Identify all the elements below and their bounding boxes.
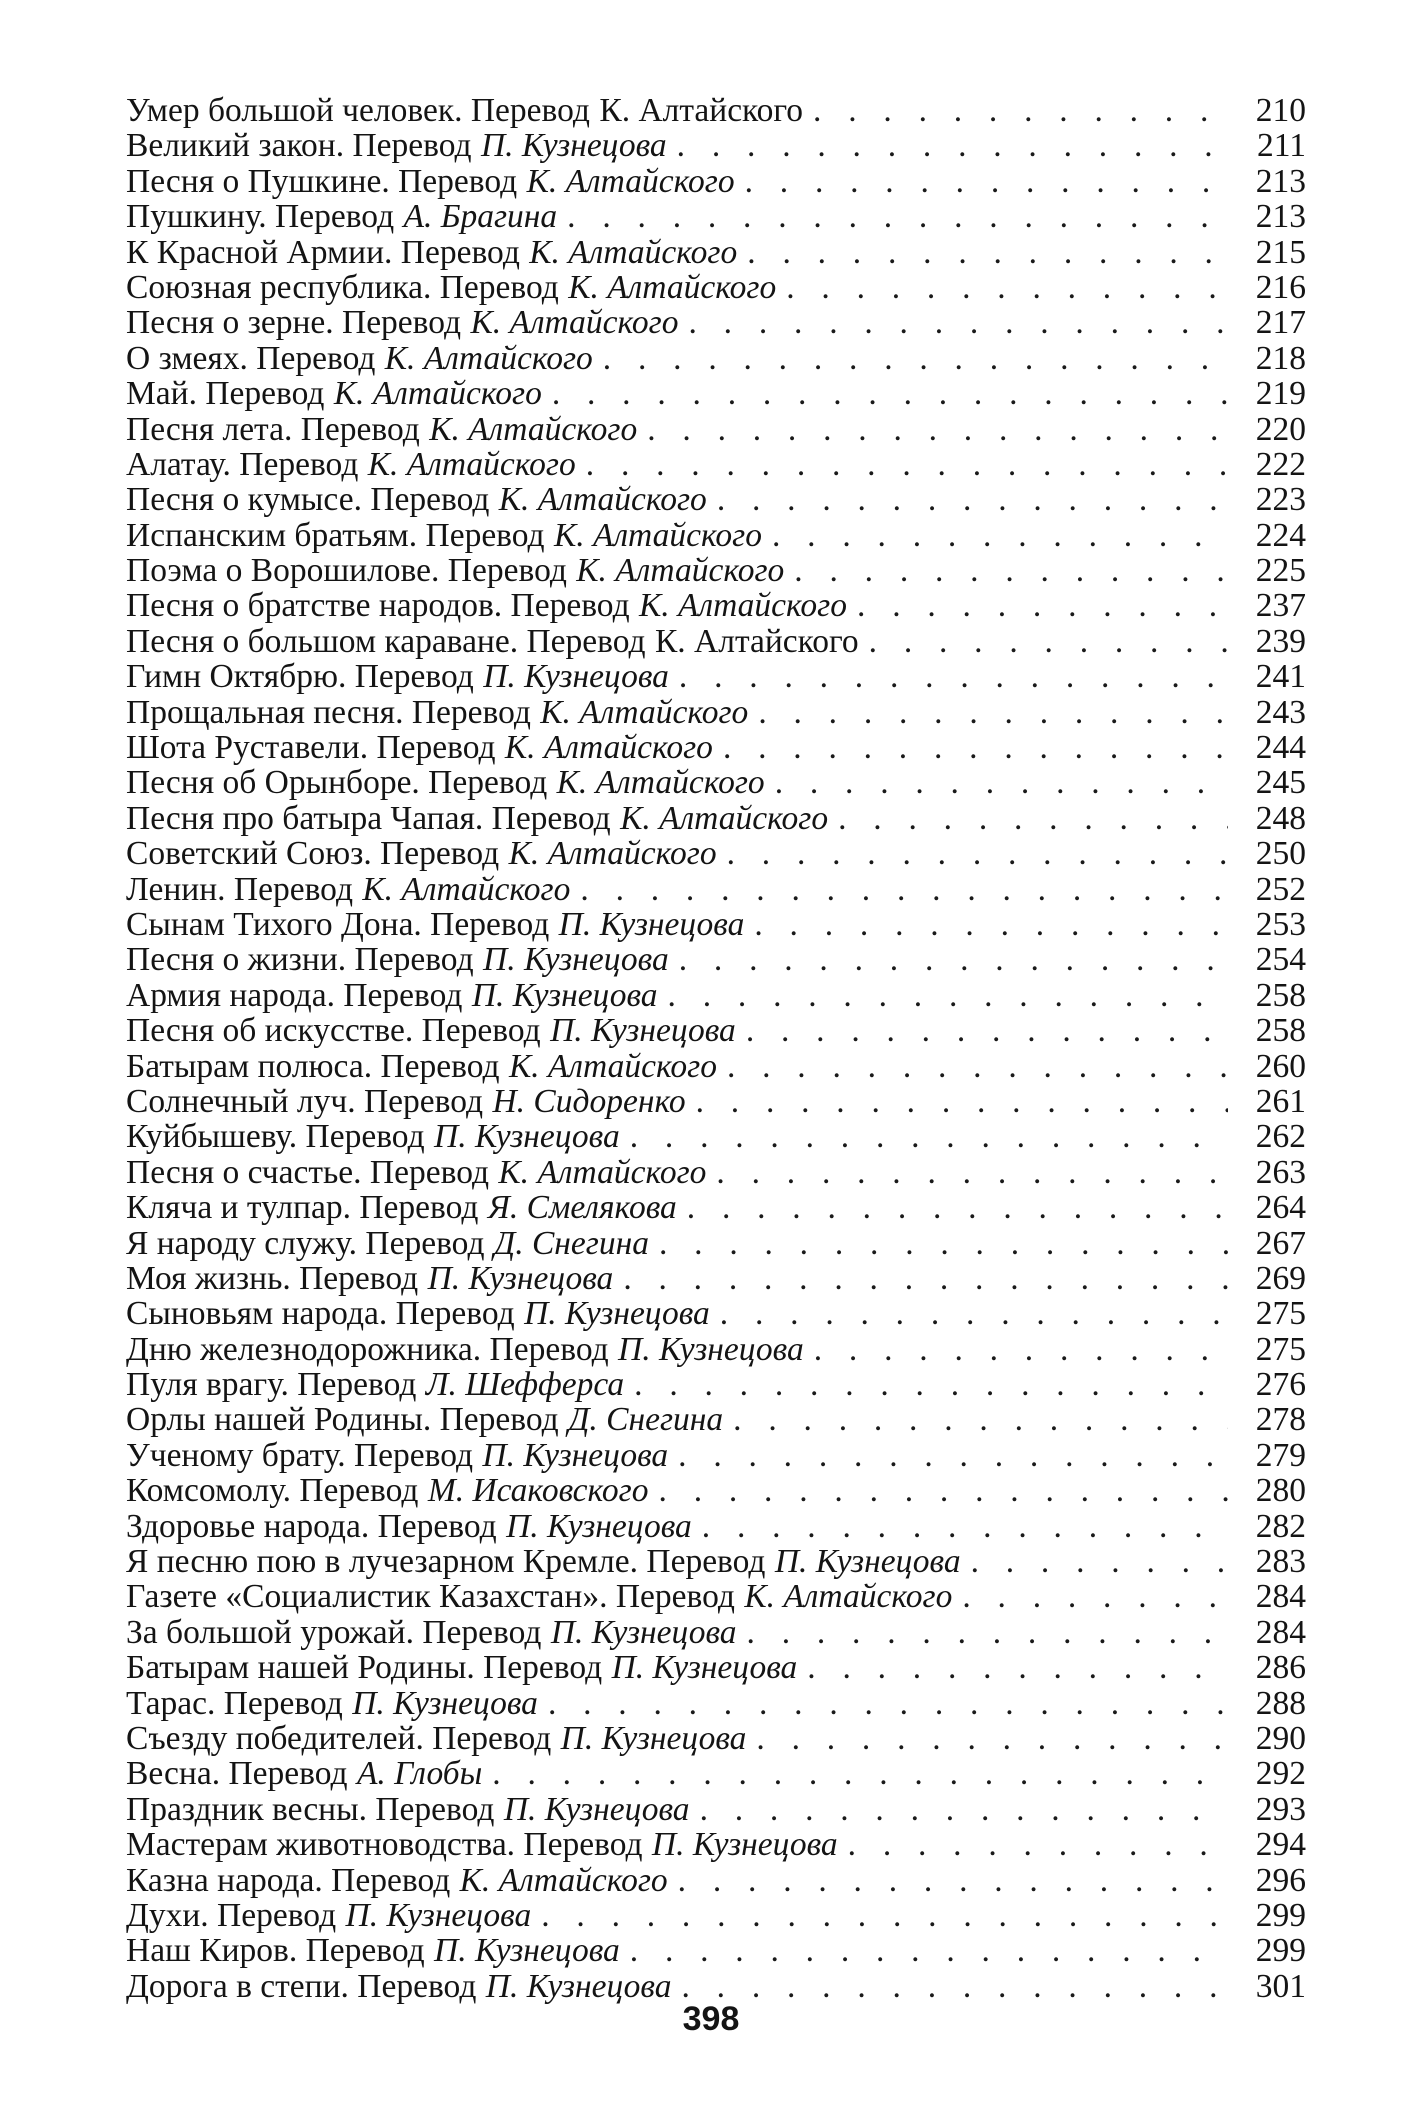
dot-leader (717, 482, 1228, 517)
toc-entry (126, 1013, 1306, 1048)
entry-title: Союзная республика. Перевод (126, 269, 559, 306)
entry-page-number: 296 (1255, 1862, 1306, 1898)
dot-leader (552, 376, 1228, 411)
entry-translator: Л. Шефферса (425, 1367, 625, 1403)
toc-entry (126, 659, 1306, 694)
dot-leader (567, 199, 1228, 234)
entry-page-number: 292 (1255, 1756, 1306, 1792)
entry-page-number: 223 (1255, 482, 1306, 518)
entry-translator: К. Алтайского (470, 305, 679, 341)
entry-title: Наш Киров. Перевод (126, 1933, 425, 1969)
entry-title: Моя жизнь. Перевод (126, 1260, 419, 1297)
toc-entry (126, 1721, 1306, 1756)
entry-page-number: 222 (1255, 446, 1306, 483)
entry-page-number: 241 (1255, 659, 1306, 695)
toc-entry (126, 1898, 1306, 1933)
dot-leader (687, 1190, 1228, 1225)
entry-page-number: 276 (1255, 1367, 1306, 1403)
entry-title: К Красной Армии. Перевод (126, 234, 520, 270)
entry-title: Мастерам животноводства. Перевод (126, 1827, 643, 1863)
entry-page-number: 215 (1255, 234, 1306, 270)
entry-translator: Я. Смелякова (487, 1190, 677, 1226)
entry-translator: К. Алтайского (529, 234, 738, 270)
dot-leader (678, 1863, 1228, 1898)
entry-title: Здоровье народа. Перевод (126, 1508, 497, 1545)
entry-page-number: 224 (1255, 517, 1306, 554)
toc-entry (126, 1438, 1306, 1473)
entry-translator: К. Алтайского (429, 411, 638, 447)
toc-entry (126, 412, 1306, 447)
dot-leader (659, 1226, 1228, 1261)
entry-translator: К. Алтайского (576, 553, 785, 589)
entry-page-number: 262 (1255, 1119, 1306, 1155)
toc-entry (126, 942, 1306, 977)
toc-entry (126, 1792, 1306, 1827)
entry-translator: П. Кузнецова (503, 1791, 690, 1828)
dot-leader (723, 730, 1228, 765)
toc-entry (126, 341, 1306, 376)
entry-translator: П. Кузнецова (558, 906, 745, 943)
toc-entry (126, 1827, 1306, 1862)
dot-leader (586, 447, 1228, 482)
entry-translator: П. Кузнецова (611, 1650, 798, 1686)
toc-entry (126, 518, 1306, 553)
entry-translator: К. Алтайского (553, 517, 762, 554)
toc-entry (126, 1332, 1306, 1367)
entry-page-number: 213 (1255, 199, 1306, 235)
entry-page-number: 275 (1255, 1296, 1306, 1332)
dot-leader (630, 1119, 1228, 1154)
entry-translator: Н. Сидоренко (492, 1083, 686, 1120)
dot-leader (659, 1473, 1228, 1508)
entry-title: Песня о счастье. Перевод (126, 1154, 490, 1191)
entry-translator: К. Алтайского (367, 446, 576, 483)
toc-entry (126, 1863, 1306, 1898)
dot-leader (733, 1402, 1228, 1437)
entry-title: Духи. Перевод (126, 1897, 337, 1934)
entry-page-number: 225 (1255, 553, 1306, 589)
entry-title: О змеях. Перевод (126, 340, 376, 377)
entry-page-number: 216 (1255, 269, 1306, 306)
entry-page-number: 243 (1255, 694, 1306, 731)
toc-entry (126, 624, 1306, 659)
entry-title: Песня о жизни. Перевод (126, 942, 474, 978)
dot-leader (696, 1084, 1228, 1119)
entry-title: Батырам полюса. Перевод (126, 1048, 500, 1084)
entry-title: Песня о большом караване. Перевод (126, 623, 646, 660)
entry-title: Умер большой человек. Перевод (126, 93, 590, 129)
toc-entry (126, 1579, 1306, 1614)
toc-entry (126, 978, 1306, 1013)
entry-translator: П. Кузнецова (482, 1437, 669, 1474)
entry-title: Тарас. Перевод (126, 1685, 343, 1721)
dot-leader (747, 1615, 1228, 1650)
toc-entry (126, 553, 1306, 588)
dot-leader (634, 1367, 1228, 1402)
entry-page-number: 220 (1255, 411, 1306, 447)
entry-translator: К. Алтайского (384, 340, 593, 377)
entry-title: Дорога в степи. Перевод (126, 1968, 477, 2005)
toc-entry (126, 1615, 1306, 1650)
toc-entry (126, 907, 1306, 942)
entry-translator: Д. Снегина (568, 1402, 724, 1438)
entry-title: Пуля врагу. Перевод (126, 1367, 417, 1403)
entry-translator: К. Алтайского (540, 694, 749, 731)
entry-title: Алатау. Перевод (126, 446, 359, 483)
dot-leader (747, 235, 1228, 270)
dot-leader (756, 1721, 1228, 1756)
entry-title: Песня о Пушкине. Перевод (126, 163, 518, 200)
dot-leader (679, 659, 1228, 694)
entry-title: Я песню пою в лучезарном Кремле. Перевод (126, 1544, 766, 1580)
entry-page-number: 290 (1255, 1720, 1306, 1757)
entry-title: Песня об Орынборе. Перевод (126, 765, 548, 801)
toc-entry (126, 1296, 1306, 1331)
dot-leader (857, 588, 1228, 623)
entry-page-number: 261 (1255, 1083, 1306, 1120)
entry-translator: К. Алтайского (504, 730, 713, 766)
entry-title: Прощальная песня. Перевод (126, 694, 531, 731)
entry-title: Куйбышеву. Перевод (126, 1119, 425, 1155)
entry-title: Батырам нашей Родины. Перевод (126, 1650, 603, 1686)
entry-title: Песня про батыра Чапая. Перевод (126, 800, 611, 837)
entry-translator: П. Кузнецова (483, 942, 669, 978)
toc-entry (126, 199, 1306, 234)
entry-page-number: 239 (1255, 623, 1306, 660)
entry-translator: П. Кузнецова (560, 1720, 747, 1757)
entry-translator: К. Алтайского (654, 623, 859, 660)
entry-title: Песня об искусстве. Перевод (126, 1013, 541, 1049)
entry-page-number: 237 (1255, 588, 1306, 624)
toc-entry (126, 1226, 1306, 1261)
entry-title: Поэма о Ворошилове. Перевод (126, 553, 567, 589)
toc-entry (126, 730, 1306, 765)
entry-translator: М. Исаковского (427, 1473, 649, 1509)
entry-title: Ученому брату. Перевод (126, 1437, 474, 1474)
entry-title: Казна народа. Перевод (126, 1862, 451, 1898)
dot-leader (679, 942, 1228, 977)
toc-entry (126, 270, 1306, 305)
toc-entry (126, 376, 1306, 411)
entry-page-number: 294 (1255, 1827, 1306, 1863)
dot-leader (962, 1579, 1228, 1614)
dot-leader (678, 1438, 1228, 1473)
dot-leader (677, 128, 1228, 163)
entry-translator: П. Кузнецова (345, 1897, 532, 1934)
entry-translator: П. Кузнецова (480, 128, 667, 164)
dot-leader (727, 1049, 1228, 1084)
dot-leader (702, 1509, 1228, 1544)
entry-translator: А. Глобы (356, 1756, 483, 1792)
entry-page-number: 260 (1255, 1048, 1306, 1084)
dot-leader (623, 1261, 1228, 1296)
entry-page-number: 280 (1255, 1473, 1306, 1509)
toc-entry (126, 1190, 1306, 1225)
entry-page-number: 218 (1255, 340, 1306, 377)
entry-translator: П. Кузнецова (434, 1933, 620, 1969)
entry-page-number: 211 (1256, 128, 1306, 164)
toc-entry (126, 1367, 1306, 1402)
toc-entry (126, 482, 1306, 517)
dot-leader (807, 1650, 1228, 1685)
dot-leader (668, 978, 1228, 1013)
entry-page-number: 245 (1255, 765, 1306, 801)
entry-page-number: 258 (1255, 977, 1306, 1014)
entry-page-number: 244 (1255, 730, 1306, 766)
entry-page-number: 278 (1255, 1402, 1306, 1438)
dot-leader (492, 1756, 1228, 1791)
entry-translator: К. Алтайского (508, 836, 717, 872)
dot-leader (745, 164, 1228, 199)
entry-title: Я народу служу. Перевод (126, 1225, 485, 1261)
entry-page-number: 250 (1255, 836, 1306, 872)
entry-translator: К. Алтайского (362, 871, 571, 907)
entry-page-number: 254 (1255, 942, 1306, 978)
entry-page-number: 210 (1255, 93, 1306, 129)
entry-page-number: 282 (1255, 1508, 1306, 1545)
entry-translator: П. Кузнецова (524, 1296, 710, 1332)
dot-leader (758, 695, 1228, 730)
dot-leader (647, 412, 1228, 447)
entry-translator: П. Кузнецова (506, 1508, 692, 1545)
dot-leader (548, 1686, 1228, 1721)
entry-title: Съезду победителей. Перевод (126, 1720, 552, 1757)
toc-entry (126, 1756, 1306, 1791)
entry-translator: К. Алтайского (526, 163, 735, 200)
entry-page-number: 213 (1255, 163, 1306, 200)
entry-title: Песня о братстве народов. Перевод (126, 588, 630, 624)
entry-title: Сынам Тихого Дона. Перевод (126, 906, 550, 943)
entry-page-number: 284 (1255, 1614, 1306, 1651)
toc-entry (126, 164, 1306, 199)
dot-leader (848, 1827, 1228, 1862)
entry-translator: Д. Снегина (493, 1225, 649, 1261)
entry-title: Гимн Октябрю. Перевод (126, 659, 474, 695)
toc-entry (126, 588, 1306, 623)
entry-page-number: 253 (1255, 906, 1306, 943)
entry-page-number: 217 (1255, 305, 1306, 341)
toc-entry (126, 1509, 1306, 1544)
dot-leader (716, 1155, 1228, 1190)
toc-entry (126, 836, 1306, 871)
entry-translator: П. Кузнецова (427, 1260, 614, 1297)
entry-page-number: 263 (1255, 1154, 1306, 1191)
entry-page-number: 293 (1255, 1791, 1306, 1828)
toc-entry (126, 1119, 1306, 1154)
entry-title: Газете «Социалистик Казахстан». Перевод (126, 1579, 735, 1615)
entry-page-number: 275 (1255, 1331, 1306, 1368)
entry-page-number: 267 (1255, 1225, 1306, 1261)
dot-leader (746, 1013, 1228, 1048)
toc-entry (126, 1261, 1306, 1296)
toc-entry (126, 1084, 1306, 1119)
dot-leader (630, 1933, 1228, 1968)
page-number: 398 (682, 2000, 740, 2038)
entry-title: Комсомолу. Перевод (126, 1473, 419, 1509)
entry-page-number: 284 (1255, 1579, 1306, 1615)
entry-translator: К. Алтайского (568, 269, 777, 306)
toc-entry (126, 305, 1306, 340)
entry-translator: П. Кузнецова (550, 1013, 736, 1049)
entry-translator: К. Алтайского (639, 588, 848, 624)
toc-entry (126, 1544, 1306, 1579)
dot-leader (681, 1969, 1228, 2004)
entry-title: Песня о кумысе. Перевод (126, 482, 490, 518)
entry-translator: А. Брагина (403, 199, 558, 235)
entry-title: Солнечный луч. Перевод (126, 1083, 484, 1120)
entry-page-number: 258 (1255, 1013, 1306, 1049)
entry-page-number: 286 (1255, 1650, 1306, 1686)
dot-leader (786, 270, 1228, 305)
dot-leader (813, 93, 1228, 128)
dot-leader (869, 624, 1228, 659)
toc-entry (126, 128, 1306, 163)
dot-leader (541, 1898, 1228, 1933)
entry-translator: П. Кузнецова (618, 1331, 804, 1368)
entry-translator: К. Алтайского (498, 1154, 707, 1191)
entry-page-number: 299 (1255, 1897, 1306, 1934)
dot-leader (754, 907, 1228, 942)
entry-title: Дню железнодорожника. Перевод (126, 1331, 609, 1368)
toc-entry (126, 447, 1306, 482)
entry-page-number: 264 (1255, 1190, 1306, 1226)
dot-leader (700, 1792, 1228, 1827)
entry-translator: П. Кузнецова (434, 1119, 620, 1155)
toc-entry (126, 235, 1306, 270)
dot-leader (772, 518, 1228, 553)
entry-title: Праздник весны. Перевод (126, 1791, 495, 1828)
dot-leader (838, 801, 1228, 836)
entry-page-number: 219 (1255, 376, 1306, 412)
dot-leader (814, 1332, 1228, 1367)
dot-leader (775, 765, 1228, 800)
entry-page-number: 279 (1255, 1437, 1306, 1474)
entry-translator: К. Алтайского (333, 376, 542, 412)
toc-entry (126, 1049, 1306, 1084)
entry-title: Великий закон. Перевод (126, 128, 472, 164)
toc-entry (126, 872, 1306, 907)
toc-entry (126, 93, 1306, 128)
entry-translator: П. Кузнецова (774, 1544, 961, 1580)
entry-translator: К. Алтайского (599, 93, 804, 129)
entry-translator: П. Кузнецова (651, 1827, 838, 1863)
entry-title: Орлы нашей Родины. Перевод (126, 1402, 559, 1438)
entry-translator: К. Алтайского (498, 482, 707, 518)
toc-entry (126, 765, 1306, 800)
entry-title: Пушкину. Перевод (126, 199, 395, 235)
dot-leader (727, 836, 1228, 871)
toc-entry (126, 695, 1306, 730)
entry-title: Советский Союз. Перевод (126, 836, 500, 872)
toc-entry (126, 1686, 1306, 1721)
entry-translator: П. Кузнецова (471, 977, 658, 1014)
dot-leader (794, 553, 1228, 588)
entry-translator: П. Кузнецова (550, 1614, 737, 1651)
entry-translator: К. Алтайского (459, 1862, 668, 1898)
entry-page-number: 288 (1255, 1685, 1306, 1721)
entry-title: Песня о зерне. Перевод (126, 305, 462, 341)
entry-title: Испанским братьям. Перевод (126, 517, 545, 554)
entry-translator: К. Алтайского (556, 765, 765, 801)
toc-entry (126, 1650, 1306, 1685)
entry-translator: П. Кузнецова (485, 1968, 672, 2005)
table-of-contents (126, 93, 1306, 2004)
entry-page-number: 301 (1255, 1968, 1306, 2005)
toc-list (126, 93, 1306, 2004)
toc-entry (126, 1933, 1306, 1968)
entry-title: За большой урожай. Перевод (126, 1614, 542, 1651)
toc-entry (126, 1402, 1306, 1437)
dot-leader (971, 1544, 1228, 1579)
entry-title: Ленин. Перевод (126, 871, 353, 907)
entry-page-number: 283 (1255, 1544, 1306, 1580)
entry-page-number: 299 (1255, 1933, 1306, 1969)
entry-translator: К. Алтайского (620, 800, 829, 837)
entry-translator: П. Кузнецова (483, 659, 669, 695)
dot-leader (603, 341, 1228, 376)
dot-leader (580, 872, 1228, 907)
entry-title: Май. Перевод (126, 376, 325, 412)
dot-leader (720, 1296, 1228, 1331)
entry-page-number: 252 (1255, 871, 1306, 907)
entry-title: Весна. Перевод (126, 1756, 348, 1792)
entry-page-number: 269 (1255, 1260, 1306, 1297)
entry-translator: К. Алтайского (508, 1048, 717, 1084)
entry-title: Кляча и тулпар. Перевод (126, 1190, 479, 1226)
entry-page-number: 248 (1255, 800, 1306, 837)
entry-title: Шота Руставели. Перевод (126, 730, 496, 766)
entry-title: Армия народа. Перевод (126, 977, 463, 1014)
toc-entry (126, 801, 1306, 836)
entry-translator: К. Алтайского (744, 1579, 953, 1615)
dot-leader (689, 305, 1229, 340)
entry-translator: П. Кузнецова (352, 1685, 538, 1721)
toc-entry (126, 1473, 1306, 1508)
entry-title: Сыновьям народа. Перевод (126, 1296, 515, 1332)
toc-entry (126, 1969, 1306, 2004)
toc-entry (126, 1155, 1306, 1190)
entry-title: Песня лета. Перевод (126, 411, 420, 447)
